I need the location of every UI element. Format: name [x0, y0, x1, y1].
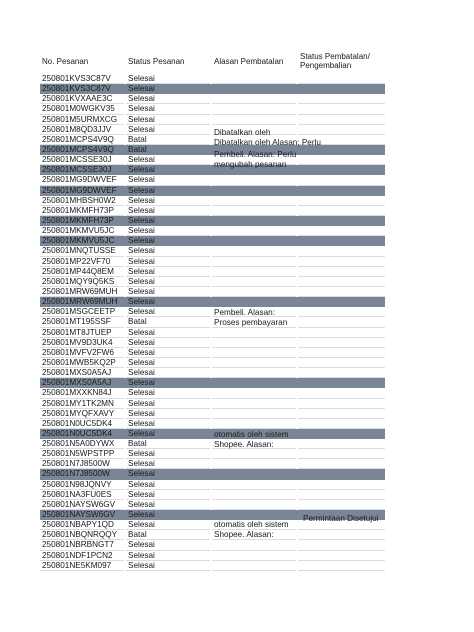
cancel-status-cell — [298, 540, 385, 550]
order-no-cell: 250801M0WGKV35 — [40, 104, 124, 114]
reason-cell — [212, 449, 296, 459]
reason-cell — [212, 368, 296, 378]
order-no-cell: 250801MVFV2FW6 — [40, 348, 124, 358]
reason-cell — [212, 409, 296, 419]
order-no-cell: 250801M8QD3JJV — [40, 125, 124, 135]
table-row[interactable] — [40, 490, 385, 500]
status-cell: Selesai — [126, 338, 210, 348]
status-cell: Selesai — [126, 246, 210, 256]
status-cell: Selesai — [126, 409, 210, 419]
status-cell: Batal — [126, 439, 210, 449]
status-cell: Selesai — [126, 500, 210, 510]
cancel-status-cell — [298, 561, 385, 571]
status-cell: Selesai — [126, 196, 210, 206]
status-cell: Selesai — [126, 84, 210, 94]
status-cell: Selesai — [126, 165, 210, 175]
table-row[interactable] — [40, 439, 385, 449]
status-cell: Selesai — [126, 368, 210, 378]
order-no-cell: 250801MYQFXAVY — [40, 409, 124, 419]
reason-cell — [212, 246, 296, 256]
table-row[interactable] — [40, 175, 385, 185]
order-no-cell: 250801N7J8500W — [40, 469, 124, 479]
order-no-cell: 250801NBQNRQQY — [40, 530, 124, 540]
table-row[interactable] — [40, 287, 385, 297]
order-no-cell: 250801N0UC5DK4 — [40, 429, 124, 439]
status-cell: Selesai — [126, 206, 210, 216]
header-status: Status Pesanan — [128, 57, 185, 66]
order-no-cell: 250801MHBSH0W2 — [40, 196, 124, 206]
reason-cell — [212, 216, 296, 226]
table-row[interactable] — [40, 551, 385, 561]
status-cell: Selesai — [126, 520, 210, 530]
reason-note: mengubah pesanan — [214, 160, 287, 169]
cancel-status-cell — [298, 125, 385, 135]
header-reason: Alasan Pembatalan — [214, 57, 284, 66]
cancel-status-cell — [298, 196, 385, 206]
cancel-status-cell — [298, 480, 385, 490]
order-no-cell: 250801KVS3C87V — [40, 84, 124, 94]
table-row[interactable] — [40, 480, 385, 490]
reason-cell — [212, 104, 296, 114]
table-row[interactable] — [40, 307, 385, 317]
order-no-cell: 250801N5A0DYWX — [40, 439, 124, 449]
cancel-status-cell — [298, 399, 385, 409]
order-no-cell: 250801MT195SSF — [40, 317, 124, 327]
reason-note: Dibatalkan oleh — [214, 128, 271, 137]
reason-cell — [212, 561, 296, 571]
order-no-cell: 250801MQY9Q5KS — [40, 277, 124, 287]
status-cell: Selesai — [126, 236, 210, 246]
table-row[interactable] — [40, 277, 385, 287]
table-row[interactable] — [40, 561, 385, 571]
cancel-status-cell — [298, 236, 385, 246]
status-cell: Selesai — [126, 540, 210, 550]
reason-note: otomatis oleh sistem — [214, 430, 289, 439]
order-no-cell: 250801MP44Q8EM — [40, 267, 124, 277]
table-row[interactable] — [40, 328, 385, 338]
table-row[interactable] — [40, 348, 385, 358]
status-cell: Batal — [126, 317, 210, 327]
status-cell: Selesai — [126, 459, 210, 469]
cancel-status-cell — [298, 277, 385, 287]
reason-cell — [212, 358, 296, 368]
order-no-cell: 250801MP22VF70 — [40, 257, 124, 267]
status-cell: Selesai — [126, 287, 210, 297]
reason-cell — [212, 226, 296, 236]
order-no-cell: 250801MNQTUSSE — [40, 246, 124, 256]
status-cell: Selesai — [126, 307, 210, 317]
cancel-status-cell — [298, 115, 385, 125]
status-cell: Batal — [126, 145, 210, 155]
cancel-status-cell — [298, 317, 385, 327]
status-cell: Selesai — [126, 175, 210, 185]
table-row[interactable] — [40, 206, 385, 216]
status-cell: Selesai — [126, 561, 210, 571]
table-row[interactable] — [40, 104, 385, 114]
order-no-cell: 250801MY1TK2MN — [40, 399, 124, 409]
cancel-status-cell — [298, 287, 385, 297]
reason-cell — [212, 94, 296, 104]
status-cell: Selesai — [126, 449, 210, 459]
table-row[interactable] — [40, 419, 385, 429]
cancel-status-cell — [298, 348, 385, 358]
table-row[interactable] — [40, 459, 385, 469]
order-no-cell: 250801NBAPY1QD — [40, 520, 124, 530]
order-no-cell: 250801MKMVU5JC — [40, 226, 124, 236]
header-order-no: No. Pesanan — [42, 57, 89, 66]
status-cell: Selesai — [126, 378, 210, 388]
table-row[interactable] — [40, 155, 385, 165]
status-cell: Selesai — [126, 297, 210, 307]
reason-cell — [212, 206, 296, 216]
table-row[interactable] — [40, 115, 385, 125]
reason-note: otomatis oleh sistem — [214, 520, 289, 529]
order-no-cell: 250801MRW69MUH — [40, 287, 124, 297]
table-row[interactable] — [40, 469, 385, 479]
order-no-cell: 250801NAYSW6GV — [40, 500, 124, 510]
table-row[interactable] — [40, 338, 385, 348]
table-row[interactable] — [40, 94, 385, 104]
reason-cell — [212, 459, 296, 469]
status-cell: Selesai — [126, 104, 210, 114]
status-cell: Selesai — [126, 226, 210, 236]
table-row[interactable] — [40, 317, 385, 327]
table-row[interactable] — [40, 145, 385, 155]
status-cell: Selesai — [126, 257, 210, 267]
cancel-status-cell — [298, 459, 385, 469]
reason-cell — [212, 175, 296, 185]
order-no-cell: 250801M5URMXCG — [40, 115, 124, 125]
reason-note: Pembeli. Alasan: Perlu — [214, 150, 297, 159]
header-row — [40, 52, 385, 74]
table-row[interactable] — [40, 429, 385, 439]
reason-note: Dibatalkan oleh Alasan: Perlu — [214, 138, 321, 147]
header-cancel-status-line2: Pengembalian — [300, 61, 352, 70]
reason-cell — [212, 551, 296, 561]
cancel-status-cell — [298, 104, 385, 114]
reason-note: Pembeli. Alasan: — [214, 308, 275, 317]
order-no-cell: 250801N0UC5DK4 — [40, 419, 124, 429]
cancel-status-cell — [298, 267, 385, 277]
table-row[interactable] — [40, 530, 385, 540]
table-row[interactable] — [40, 500, 385, 510]
table-row[interactable] — [40, 267, 385, 277]
table-row[interactable] — [40, 388, 385, 398]
status-cell: Batal — [126, 530, 210, 540]
table-row[interactable] — [40, 358, 385, 368]
status-cell: Selesai — [126, 510, 210, 520]
cancel-status-cell — [298, 378, 385, 388]
cancel-status-cell — [298, 358, 385, 368]
reason-note: Proses pembayaran — [214, 318, 288, 327]
reason-cell — [212, 540, 296, 550]
reason-note: Shopee. Alasan: — [214, 440, 274, 449]
status-cell: Selesai — [126, 551, 210, 561]
table-row[interactable] — [40, 216, 385, 226]
order-no-cell: 250801MV9D3UK4 — [40, 338, 124, 348]
order-no-cell: 250801MCSSE30J — [40, 155, 124, 165]
reason-cell — [212, 388, 296, 398]
reason-cell — [212, 297, 296, 307]
order-no-cell: 250801NBRBNGT7 — [40, 540, 124, 550]
reason-cell — [212, 490, 296, 500]
reason-cell — [212, 378, 296, 388]
table-row[interactable] — [40, 409, 385, 419]
status-cell: Selesai — [126, 186, 210, 196]
cancel-status-cell — [298, 409, 385, 419]
cancel-status-cell — [298, 530, 385, 540]
header-cancel-status — [300, 52, 385, 70]
cancel-status-note: Permintaan Disetujui — [303, 514, 379, 523]
table-row[interactable] — [40, 236, 385, 246]
order-no-cell: 250801KVXAAE3C — [40, 94, 124, 104]
order-no-cell: 250801NDF1PCN2 — [40, 551, 124, 561]
cancel-status-cell — [298, 246, 385, 256]
order-no-cell: 250801MRW69MUH — [40, 297, 124, 307]
cancel-status-cell — [298, 388, 385, 398]
order-no-cell: 250801MSGCEETP — [40, 307, 124, 317]
status-cell: Selesai — [126, 125, 210, 135]
status-cell: Selesai — [126, 155, 210, 165]
status-cell: Selesai — [126, 399, 210, 409]
reason-cell — [212, 338, 296, 348]
cancel-status-cell — [298, 368, 385, 378]
table-row[interactable] — [40, 297, 385, 307]
table-row[interactable] — [40, 135, 385, 145]
table-row[interactable] — [40, 125, 385, 135]
status-cell: Selesai — [126, 348, 210, 358]
cancel-status-cell — [298, 257, 385, 267]
header-cancel-status-line1: Status Pembatalan/ — [300, 52, 370, 61]
table-row[interactable] — [40, 84, 385, 94]
cancel-status-cell — [298, 84, 385, 94]
status-cell: Selesai — [126, 216, 210, 226]
reason-cell — [212, 287, 296, 297]
reason-cell — [212, 196, 296, 206]
order-no-cell: 250801MWB5KQ2P — [40, 358, 124, 368]
order-no-cell: 250801MG9DWVEF — [40, 175, 124, 185]
cancel-status-cell — [298, 439, 385, 449]
reason-cell — [212, 236, 296, 246]
cancel-status-cell — [298, 74, 385, 84]
order-no-cell: 250801MG9DWVEF — [40, 186, 124, 196]
cancel-status-cell — [298, 226, 385, 236]
cancel-status-cell — [298, 155, 385, 165]
reason-cell — [212, 186, 296, 196]
order-no-cell: 250801KVS3C87V — [40, 74, 124, 84]
reason-cell — [212, 500, 296, 510]
cancel-status-cell — [298, 94, 385, 104]
order-no-cell: 250801N5WPSTPP — [40, 449, 124, 459]
order-no-cell: 250801NA3FU0ES — [40, 490, 124, 500]
reason-cell — [212, 257, 296, 267]
table-row[interactable] — [40, 246, 385, 256]
cancel-status-cell — [298, 490, 385, 500]
cancel-status-cell — [298, 216, 385, 226]
reason-cell — [212, 115, 296, 125]
status-cell: Selesai — [126, 115, 210, 125]
status-cell: Selesai — [126, 490, 210, 500]
cancel-status-cell — [298, 206, 385, 216]
order-no-cell: 250801N7J8500W — [40, 459, 124, 469]
cancel-status-cell — [298, 338, 385, 348]
order-no-cell: 250801NAYSW6GV — [40, 510, 124, 520]
status-cell: Batal — [126, 135, 210, 145]
spreadsheet — [40, 52, 385, 571]
status-cell: Selesai — [126, 328, 210, 338]
order-no-cell: 250801MXS0A5AJ — [40, 378, 124, 388]
cancel-status-cell — [298, 469, 385, 479]
cancel-status-cell — [298, 165, 385, 175]
cancel-status-cell — [298, 419, 385, 429]
status-cell: Selesai — [126, 419, 210, 429]
table-row[interactable] — [40, 165, 385, 175]
status-cell: Selesai — [126, 94, 210, 104]
status-cell: Selesai — [126, 429, 210, 439]
reason-cell — [212, 419, 296, 429]
table-row[interactable] — [40, 399, 385, 409]
status-cell: Selesai — [126, 480, 210, 490]
status-cell: Selesai — [126, 267, 210, 277]
table-row[interactable] — [40, 368, 385, 378]
order-no-cell: 250801MXS0A5AJ — [40, 368, 124, 378]
reason-cell — [212, 399, 296, 409]
cancel-status-cell — [298, 307, 385, 317]
cancel-status-cell — [298, 328, 385, 338]
reason-cell — [212, 348, 296, 358]
table-row[interactable] — [40, 378, 385, 388]
table-row[interactable] — [40, 449, 385, 459]
table-row[interactable] — [40, 196, 385, 206]
reason-cell — [212, 277, 296, 287]
order-no-cell: 250801MKMVU5JC — [40, 236, 124, 246]
status-cell: Selesai — [126, 277, 210, 287]
status-cell: Selesai — [126, 388, 210, 398]
reason-cell — [212, 480, 296, 490]
order-no-cell: 250801MKMFH73P — [40, 206, 124, 216]
order-no-cell: 250801MKMFH73P — [40, 216, 124, 226]
order-no-cell: 250801MT8JTUEP — [40, 328, 124, 338]
table-body — [40, 74, 385, 571]
order-no-cell: 250801N98JQNVY — [40, 480, 124, 490]
cancel-status-cell — [298, 449, 385, 459]
table-row[interactable] — [40, 540, 385, 550]
reason-cell — [212, 84, 296, 94]
table-row[interactable] — [40, 74, 385, 84]
reason-cell — [212, 328, 296, 338]
cancel-status-cell — [298, 186, 385, 196]
cancel-status-cell — [298, 500, 385, 510]
table-row[interactable] — [40, 226, 385, 236]
reason-cell — [212, 469, 296, 479]
table-row[interactable] — [40, 186, 385, 196]
order-no-cell: 250801MCSSE30J — [40, 165, 124, 175]
order-no-cell: 250801MCPS4V9Q — [40, 145, 124, 155]
cancel-status-cell — [298, 175, 385, 185]
cancel-status-cell — [298, 297, 385, 307]
cancel-status-cell — [298, 551, 385, 561]
order-no-cell: 250801MXXKN84J — [40, 388, 124, 398]
reason-cell — [212, 510, 296, 520]
reason-note: Shopee. Alasan: — [214, 530, 274, 539]
cancel-status-cell — [298, 429, 385, 439]
status-cell: Selesai — [126, 358, 210, 368]
table-row[interactable] — [40, 257, 385, 267]
status-cell: Selesai — [126, 74, 210, 84]
order-no-cell: 250801NE5KM097 — [40, 561, 124, 571]
reason-cell — [212, 267, 296, 277]
reason-cell — [212, 74, 296, 84]
status-cell: Selesai — [126, 469, 210, 479]
order-no-cell: 250801MCPS4V9Q — [40, 135, 124, 145]
